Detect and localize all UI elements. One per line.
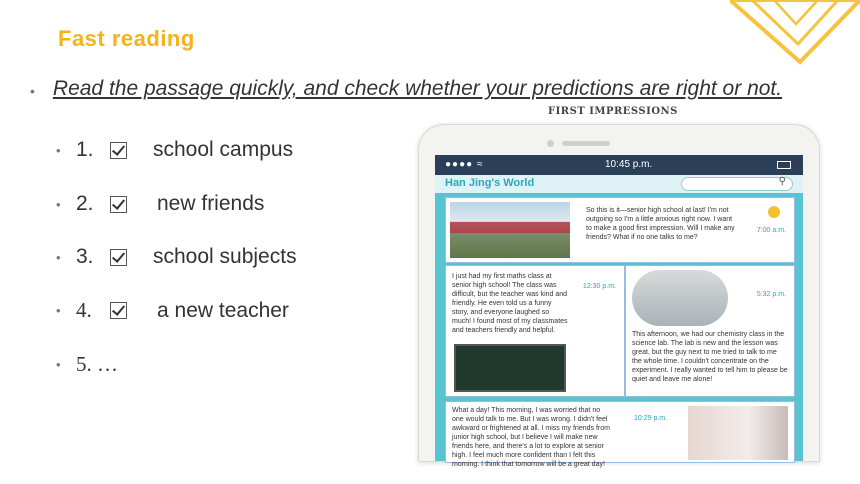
school-building-photo	[450, 202, 570, 258]
post-time: 10:29 p.m.	[634, 415, 668, 422]
speaker-grille	[562, 141, 610, 146]
bullet-icon: •	[56, 303, 61, 318]
blog-post	[625, 265, 795, 397]
checkbox-checked-icon	[110, 196, 127, 213]
app-title: Han Jing's World	[445, 177, 535, 189]
corner-decoration	[730, 0, 860, 70]
item-number: 3.	[76, 245, 94, 268]
list-item	[56, 192, 264, 216]
post-text: So this is it—senior high school at last! I'm not outgoing so I'm a little anxious right now. I want to make a good first impression. Will I make any friends? What if no one talks to me?	[586, 207, 735, 241]
search-box	[681, 177, 793, 191]
post-time: 12:30 p.m.	[582, 283, 616, 290]
post-text: I just had my first maths class at senior high school! The class was difficult, but the teacher was kind and friendly. He even told us a funny story, and everyone laughed so much! I found most of my classmates and teachers friendly and helpful.	[452, 273, 568, 334]
item-number: 4.	[76, 298, 92, 322]
list-item	[56, 352, 118, 377]
item-number: 5. …	[76, 352, 118, 376]
passage-heading: FIRST IMPRESSIONS	[548, 106, 678, 117]
list-item	[56, 138, 293, 162]
item-number: 1.	[76, 138, 94, 161]
bullet-icon: •	[30, 83, 35, 99]
signal-icon: ●●●● ≈	[445, 159, 484, 170]
dorm-room-photo	[688, 406, 788, 460]
bullet-icon: •	[56, 142, 61, 158]
tablet-screen	[435, 155, 803, 468]
status-bar	[435, 155, 803, 175]
bullet-icon: •	[56, 249, 61, 265]
camera-icon	[547, 140, 554, 147]
item-text: school campus	[153, 138, 294, 161]
checkbox-checked-icon	[110, 302, 127, 319]
item-number: 2.	[76, 192, 94, 215]
post-time: 5:32 p.m.	[756, 291, 786, 298]
item-text: a new teacher	[157, 298, 289, 322]
science-lab-photo	[632, 270, 728, 326]
blog-post	[445, 401, 795, 468]
item-text: school subjects	[153, 245, 297, 268]
blog-post	[445, 265, 625, 397]
checkbox-checked-icon	[110, 142, 127, 159]
bullet-icon: •	[56, 357, 61, 372]
search-icon: ⚲	[778, 176, 786, 187]
tablet-image	[418, 124, 820, 468]
instruction-line	[30, 77, 782, 105]
instruction-text: Read the passage quickly, and check whether your predictions are right or not.	[52, 77, 783, 100]
app-bar	[435, 175, 803, 193]
slide-title: Fast reading	[58, 26, 195, 51]
post-time: 7:00 a.m.	[756, 227, 786, 234]
bullet-icon: •	[56, 196, 61, 212]
list-item	[56, 298, 289, 323]
list-item	[56, 245, 297, 269]
blog-post	[445, 197, 795, 263]
post-text: This afternoon, we had our chemistry class in the science lab. The lab is new and the lesson was great, but the guy next to me tried to talk to me the whole time. I couldn't concentrate on the experiment. I really wanted to tell him to please be quiet and leave me alone!	[632, 331, 788, 383]
item-text: new friends	[157, 192, 265, 215]
checkbox-checked-icon	[110, 249, 127, 266]
blackboard-photo	[454, 344, 566, 392]
post-text: What a day! This morning, I was worried that no one would talk to me. But I was wrong. I didn't feel awkward or frightened at all. I miss my friends from junior high school, but I believe I will make new friends here, and there's a lot to explore at senior high. I feel much more confident than I felt this morning. I think that tomorrow will be a great day!	[452, 407, 610, 468]
status-time: 10:45 p.m.	[605, 159, 653, 170]
smiley-icon	[768, 206, 780, 218]
battery-icon	[777, 161, 791, 169]
